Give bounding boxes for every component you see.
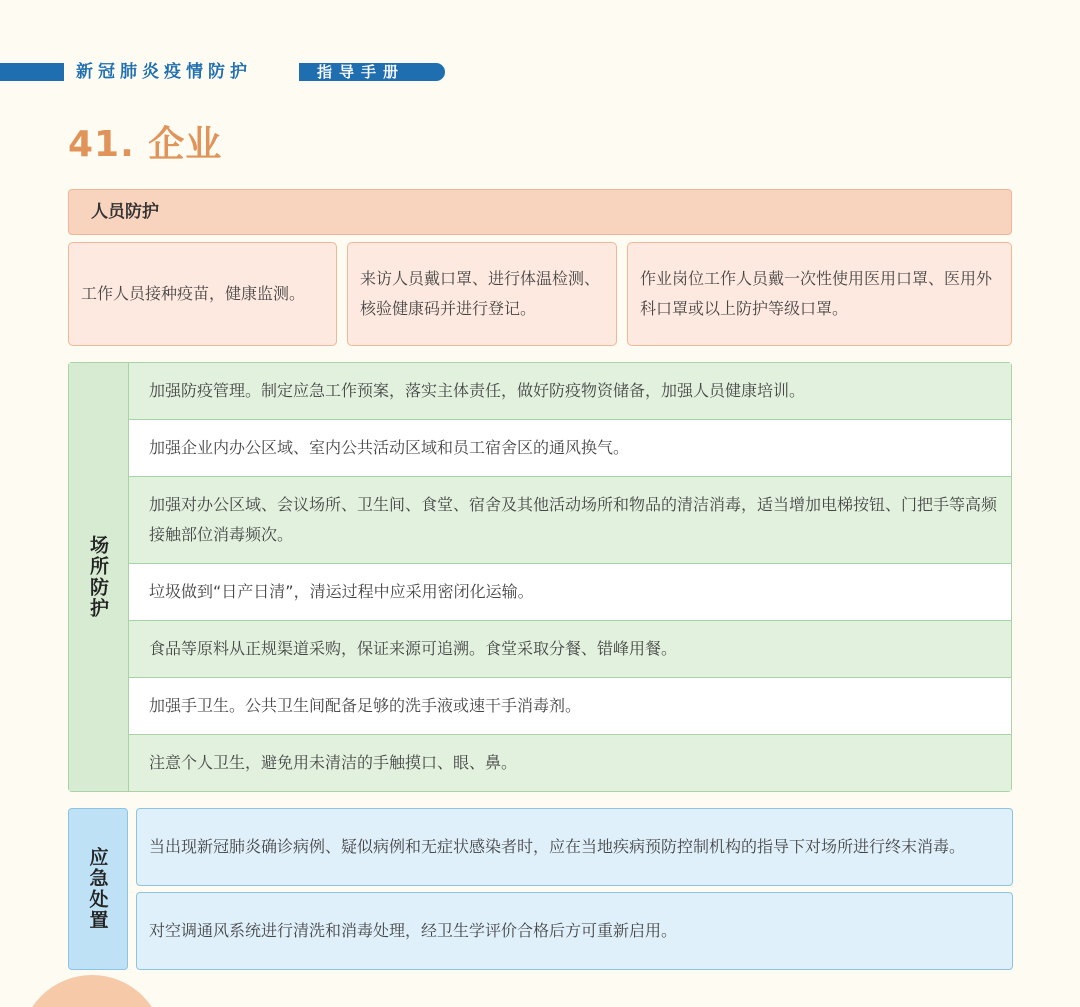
row-text: 加强手卫生。公共卫生间配备足够的洗手液或速干手消毒剂。 — [149, 696, 582, 715]
emergency-row — [136, 892, 1013, 970]
venue-row — [129, 678, 1011, 735]
emergency-label-text: 应急处置 — [86, 847, 109, 931]
row-text: 加强对办公区域、会议场所、卫生间、食堂、宿舍及其他活动场所和物品的清洁消毒，适当增加电梯按钮、门把手等高频接触部位消毒频次。 — [149, 495, 998, 544]
emergency-section-label — [68, 808, 128, 970]
venue-row — [129, 621, 1011, 678]
card-text: 工作人员接种疫苗，健康监测。 — [81, 284, 306, 303]
card-text: 来访人员戴口罩、进行体温检测、核验健康码并进行登记。 — [360, 269, 601, 318]
personnel-card-masks — [627, 242, 1012, 346]
page-title: 41. 企业 — [68, 124, 223, 165]
banner-title: 新冠肺炎疫情防护 — [76, 62, 252, 82]
venue-section-label — [69, 363, 129, 791]
row-text: 食品等原料从正规渠道采购，保证来源可追溯。食堂采取分餐、错峰用餐。 — [149, 639, 678, 658]
emergency-row — [136, 808, 1013, 886]
venue-row — [129, 735, 1011, 791]
venue-row — [129, 420, 1011, 477]
venue-protection-section — [68, 362, 1012, 792]
venue-label-text: 场所防护 — [87, 535, 109, 619]
row-text: 加强防疫管理。制定应急工作预案，落实主体责任，做好防疫物资储备，加强人员健康培训。 — [149, 381, 806, 400]
header-banner — [0, 60, 450, 84]
venue-row — [129, 363, 1011, 420]
venue-row — [129, 477, 1011, 564]
venue-rows — [129, 363, 1011, 791]
row-text: 加强企业内办公区域、室内公共活动区域和员工宿舍区的通风换气。 — [149, 438, 630, 457]
row-text: 垃圾做到“日产日清”，清运过程中应采用密闭化运输。 — [149, 582, 534, 601]
row-text: 注意个人卫生，避免用未清洁的手触摸口、眼、鼻。 — [149, 753, 518, 772]
row-text: 当出现新冠肺炎确诊病例、疑似病例和无症状感染者时，应在当地疾病预防控制机构的指导下对场所进行终末消毒。 — [149, 837, 966, 856]
venue-row — [129, 564, 1011, 621]
personnel-card-visitors — [347, 242, 617, 346]
row-text: 对空调通风系统进行清洗和消毒处理，经卫生学评价合格后方可重新启用。 — [149, 921, 678, 940]
personnel-card-vaccination — [68, 242, 337, 346]
banner-tag: 指导手册 — [299, 63, 445, 81]
card-text: 作业岗位工作人员戴一次性使用医用口罩、医用外科口罩或以上防护等级口罩。 — [640, 269, 993, 318]
decorative-circle — [20, 975, 164, 1007]
personnel-section-heading: 人员防护 — [68, 189, 1012, 235]
banner-accent-bar — [0, 63, 64, 81]
